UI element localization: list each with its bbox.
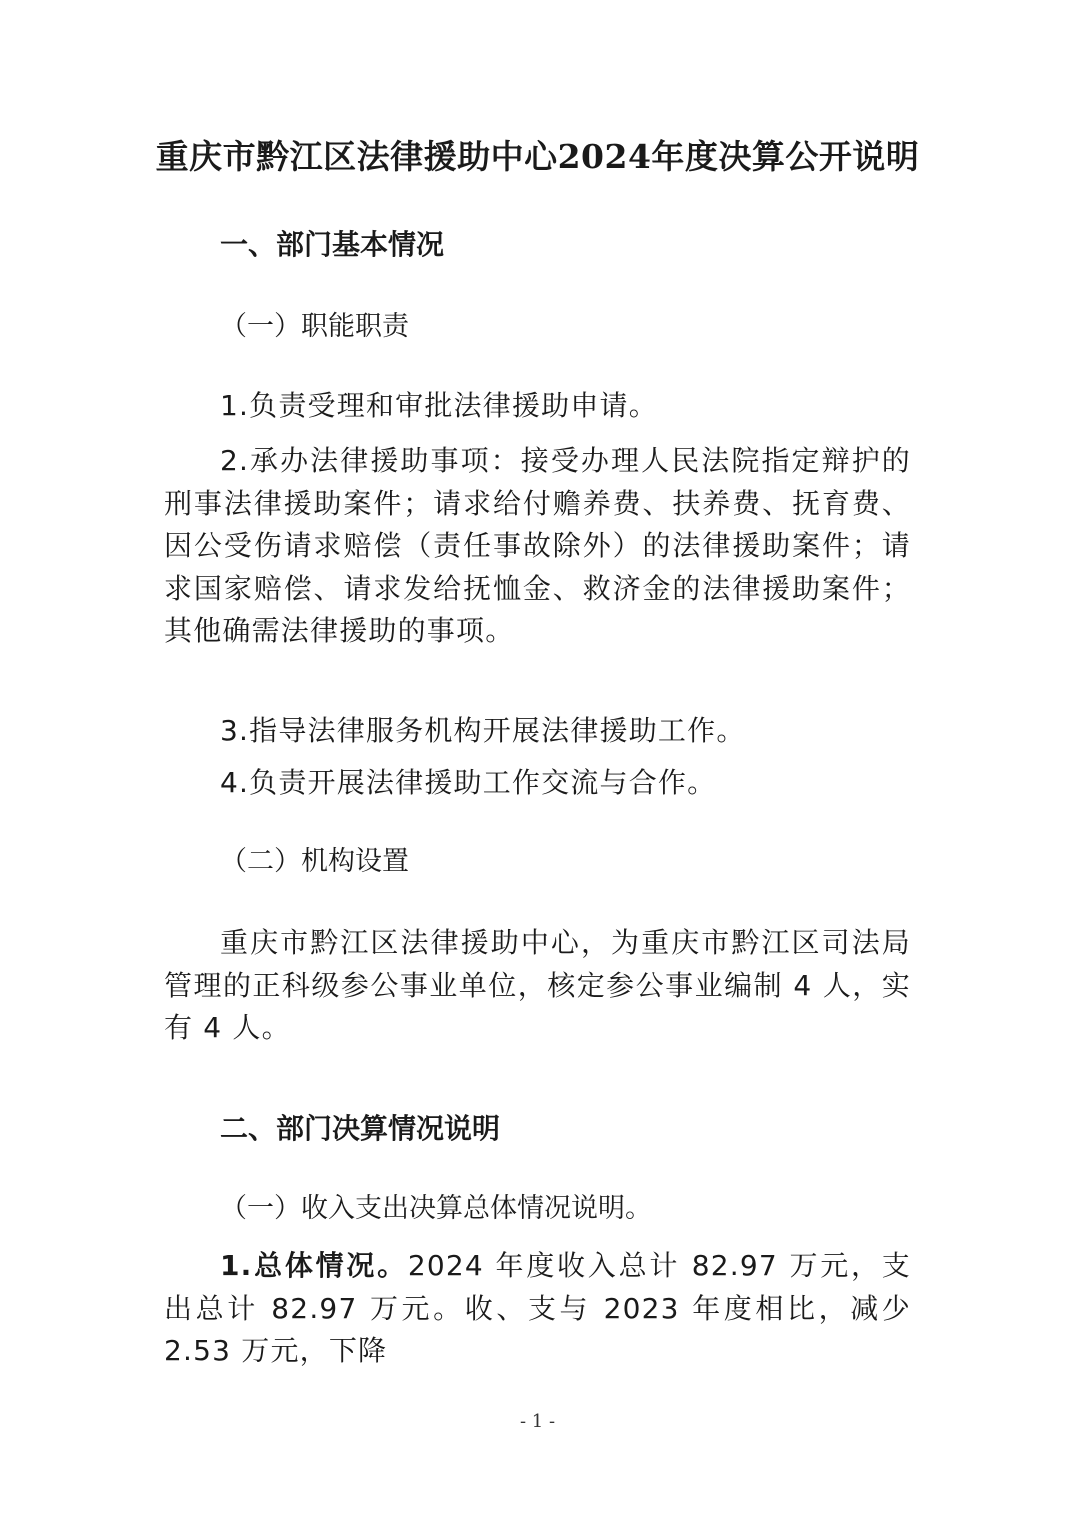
- duty-item-1: 1.负责受理和审批法律援助申请。: [220, 389, 658, 422]
- page-number: - 1 -: [519, 1411, 556, 1432]
- section-2-sub-1-heading: （一）收入支出决算总体情况说明。: [220, 1193, 652, 1224]
- section-1-sub-2-heading: （二）机构设置: [220, 846, 409, 877]
- overall-situation-text: 2024 年度收入总计 82.97 万元，支出总计 82.97 万元。收、支与 2023 年度相比，减少 2.53 万元，下降: [164, 1249, 911, 1367]
- section-2-heading: 二、部门决算情况说明: [220, 1112, 501, 1145]
- duty-item-3: 3.指导法律服务机构开展法律援助工作。: [220, 714, 746, 747]
- section-1-heading: 一、部门基本情况: [220, 228, 445, 261]
- document-title: 重庆市黔江区法律援助中心2024年度决算公开说明: [155, 137, 920, 176]
- section-1-sub-1-heading: （一）职能职责: [220, 311, 409, 342]
- duty-item-2: 2.承办法律援助事项：接受办理人民法院指定辩护的刑事法律援助案件；请求给付赡养费、扶养费、抚育费、因公受伤请求赔偿（责任事故除外）的法律援助案件；请求国家赔偿、请求发给抚恤金、救济金的法律援助案件；其他确需法律援助的事项。: [164, 444, 911, 647]
- duty-item-4: 4.负责开展法律援助工作交流与合作。: [220, 766, 717, 799]
- overall-situation-lead: 1.总体情况。: [220, 1249, 408, 1282]
- organization-text: 重庆市黔江区法律援助中心，为重庆市黔江区司法局管理的正科级参公事业单位，核定参公事业编制 4 人，实有 4 人。: [164, 926, 911, 1044]
- overall-situation-paragraph: [164, 1245, 911, 1373]
